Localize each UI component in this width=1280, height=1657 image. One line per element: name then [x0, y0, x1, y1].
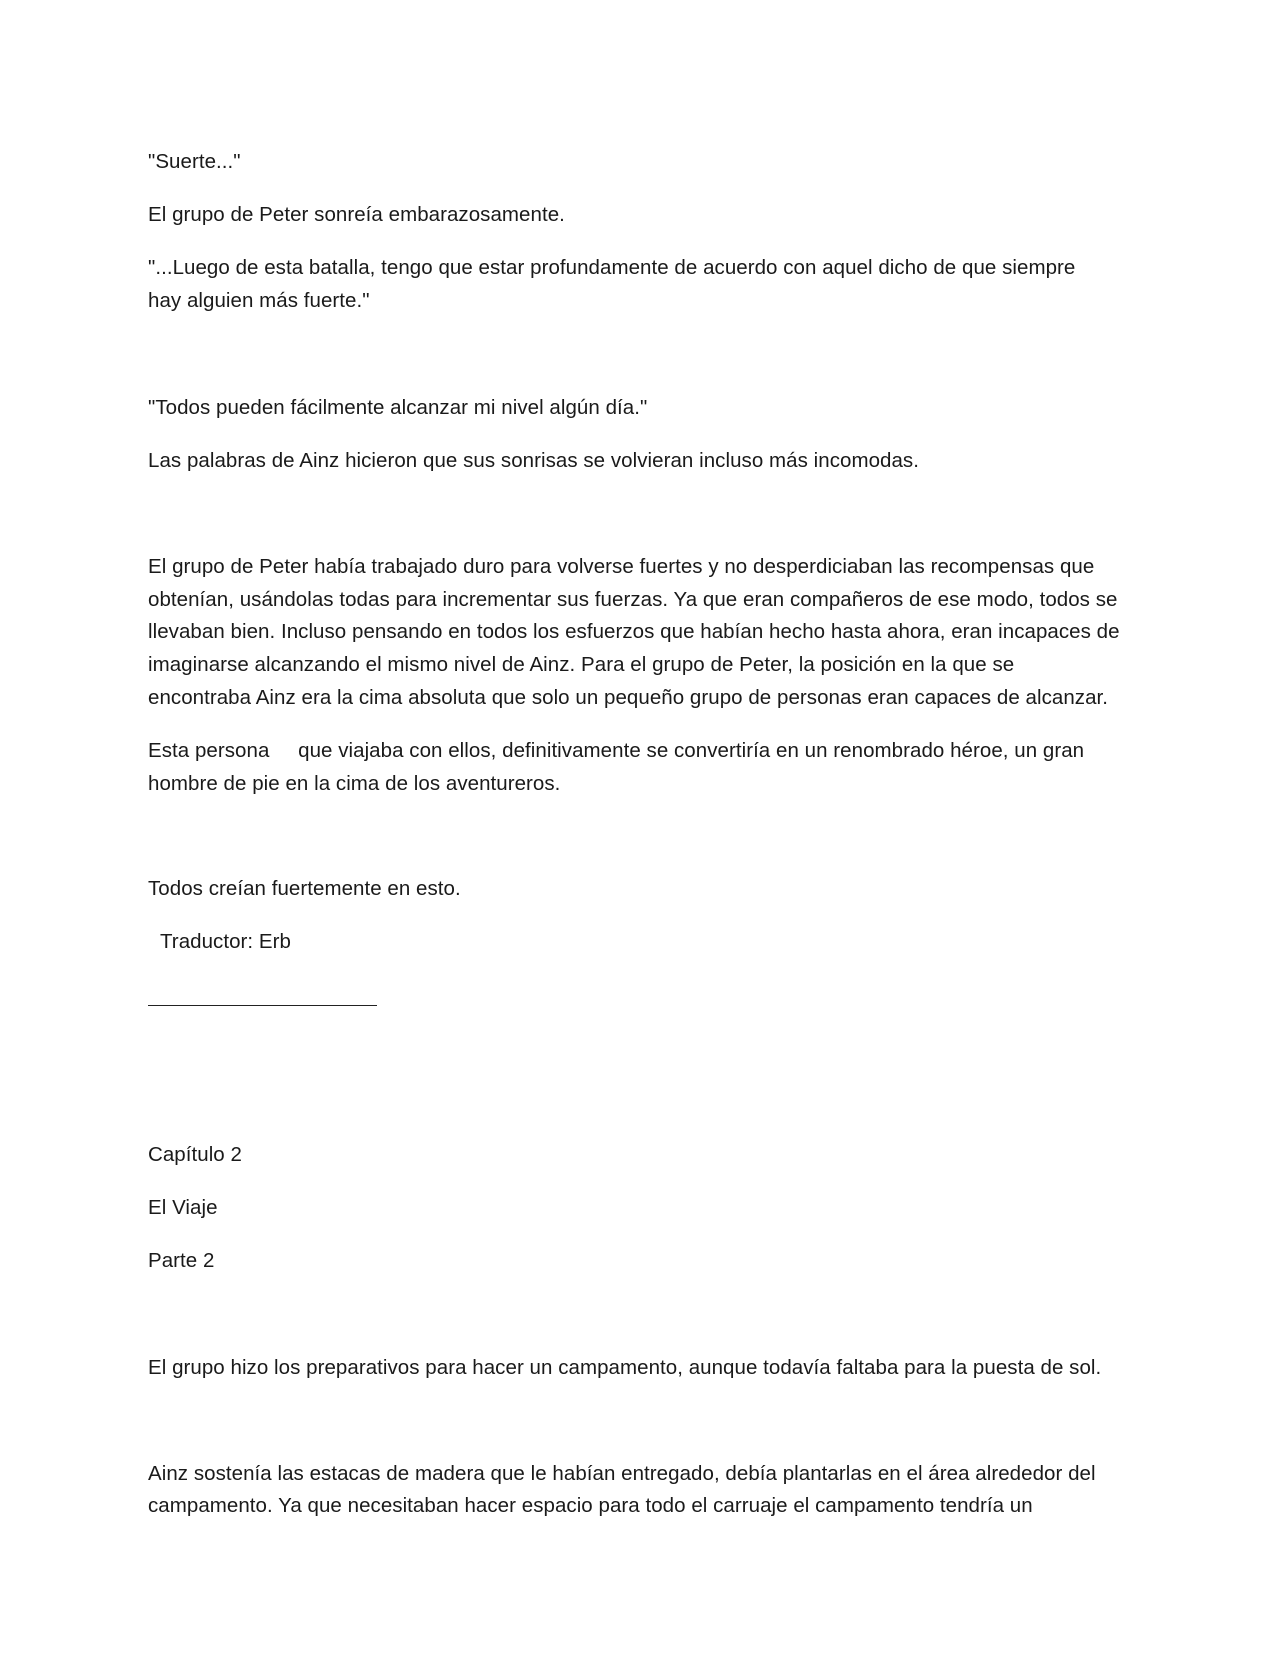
translator-credit: Traductor: Erb: [160, 930, 291, 953]
chapter-heading: Capítulo 2: [148, 1143, 242, 1166]
paragraph-line: El grupo de Peter había trabajado duro para volverse fuertes y no desperdiciaban las recompensas que: [148, 555, 1095, 578]
paragraph-line: hombre de pie en la cima de los aventureros.: [148, 772, 561, 795]
paragraph-line: El grupo hizo los preparativos para hacer un campamento, aunque todavía faltaba para la puesta de sol.: [148, 1356, 1102, 1379]
paragraph-line: llevaban bien. Incluso pensando en todos los esfuerzos que habían hecho hasta ahora, eran incapaces de: [148, 620, 1120, 643]
paragraph-line: "Suerte...": [148, 150, 241, 173]
separator-line: [148, 1005, 377, 1006]
paragraph-line: hay alguien más fuerte.": [148, 289, 370, 312]
paragraph-line: Todos creían fuertemente en esto.: [148, 877, 461, 900]
paragraph-line: "...Luego de esta batalla, tengo que estar profundamente de acuerdo con aquel dicho de que siempre: [148, 256, 1076, 279]
paragraph-line: encontraba Ainz era la cima absoluta que solo un pequeño grupo de personas eran capaces de alcanzar.: [148, 686, 1109, 709]
paragraph-line: Las palabras de Ainz hicieron que sus sonrisas se volvieran incluso más incomodas.: [148, 449, 919, 472]
paragraph-line: El grupo de Peter sonreía embarazosamente.: [148, 203, 565, 226]
paragraph-line: imaginarse alcanzando el mismo nivel de Ainz. Para el grupo de Peter, la posición en la que se: [148, 653, 1015, 676]
paragraph-line: Esta persona que viajaba con ellos, definitivamente se convertiría en un renombrado héroe, un gran: [148, 739, 1085, 762]
paragraph-line: campamento. Ya que necesitaban hacer espacio para todo el carruaje el campamento tendría un: [148, 1494, 1033, 1517]
chapter-title: El Viaje: [148, 1196, 218, 1219]
paragraph-line: "Todos pueden fácilmente alcanzar mi nivel algún día.": [148, 396, 648, 419]
paragraph-line: obtenían, usándolas todas para incrementar sus fuerzas. Ya que eran compañeros de ese modo, todos se: [148, 588, 1118, 611]
part-heading: Parte 2: [148, 1249, 215, 1272]
paragraph-line: Ainz sostenía las estacas de madera que le habían entregado, debía plantarlas en el área alrededor del: [148, 1462, 1096, 1485]
